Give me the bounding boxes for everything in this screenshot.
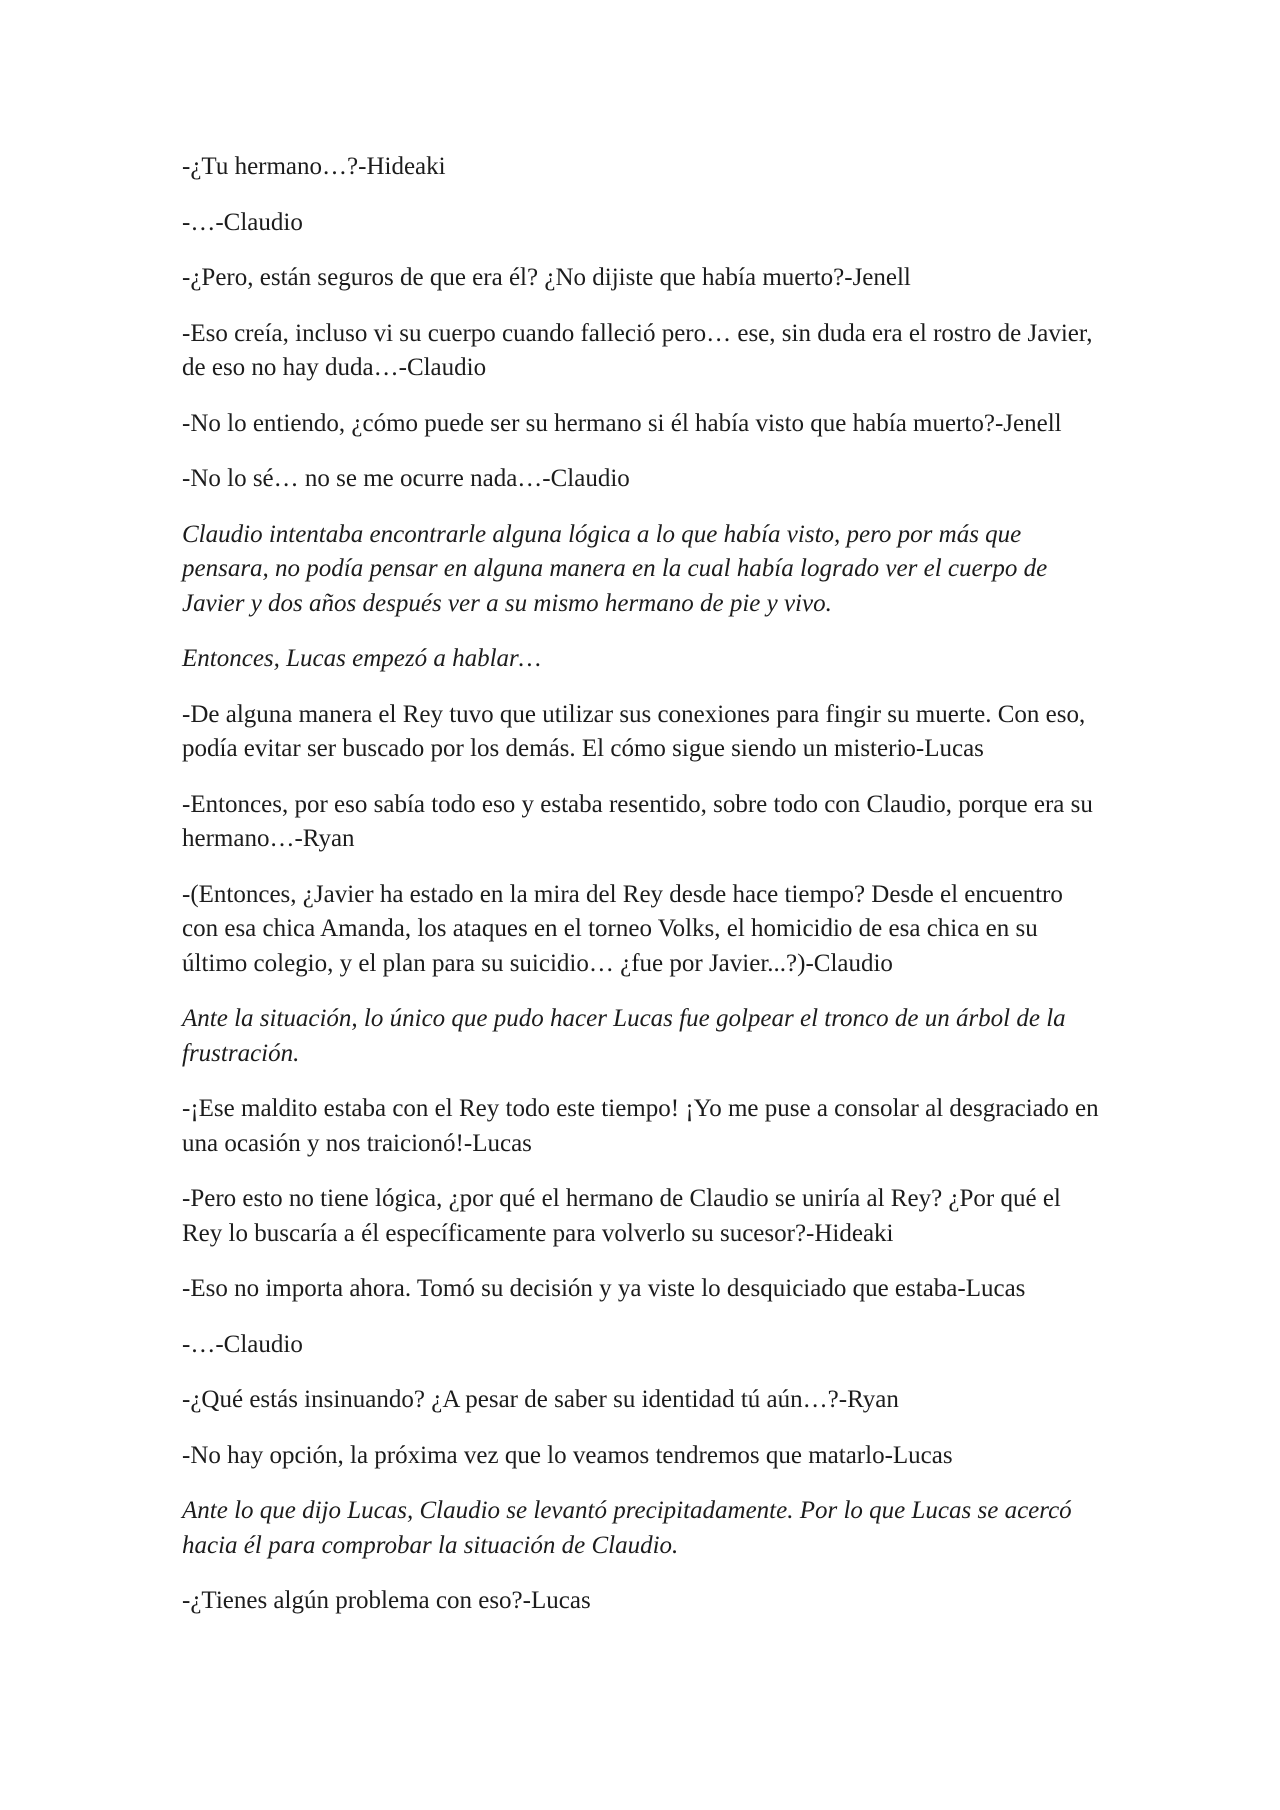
dialogue-paragraph: -¿Qué estás insinuando? ¿A pesar de saber su identidad tú aún…?-Ryan	[182, 1386, 899, 1413]
dialogue-paragraph: -¿Tu hermano…?-Hideaki	[182, 153, 446, 180]
dialogue-paragraph: -Entonces, por eso sabía todo eso y estaba resentido, sobre todo con Claudio, porque era su hermano…-Ryan	[182, 790, 1093, 852]
dialogue-paragraph: -Eso no importa ahora. Tomó su decisión y ya viste lo desquiciado que estaba-Lucas	[182, 1275, 1026, 1302]
dialogue-paragraph: -¿Pero, están seguros de que era él? ¿No dijiste que había muerto?-Jenell	[182, 264, 911, 291]
narration-paragraph: Ante la situación, lo único que pudo hacer Lucas fue golpear el tronco de un árbol de la frustración.	[182, 1005, 1066, 1067]
dialogue-paragraph: -¿Tienes algún problema con eso?-Lucas	[182, 1587, 591, 1614]
document-body	[182, 150, 1102, 1640]
dialogue-paragraph: -(Entonces, ¿Javier ha estado en la mira del Rey desde hace tiempo? Desde el encuentro con esa chica Amanda, los ataques en el torneo Volks, el homicidio de esa chica en su último colegio, y el plan para su suicidio… ¿fue por Javier...?)-Claudio	[182, 880, 1063, 977]
narration-paragraph: Entonces, Lucas empezó a hablar…	[182, 645, 541, 672]
narration-paragraph: Ante lo que dijo Lucas, Claudio se levantó precipitadamente. Por lo que Lucas se acercó hacia él para comprobar la situación de Claudio.	[182, 1497, 1072, 1559]
dialogue-paragraph: -…-Claudio	[182, 1330, 303, 1358]
dialogue-paragraph: -No lo sé… no se me ocurre nada…-Claudio	[182, 465, 630, 492]
narration-paragraph: Claudio intentaba encontrarle alguna lógica a lo que había visto, pero por más que pensara, no podía pensar en alguna manera en la cual había logrado ver el cuerpo de Javier y dos años después ver a su mismo hermano de pie y vivo.	[182, 520, 1048, 617]
dialogue-paragraph: -No hay opción, la próxima vez que lo veamos tendremos que matarlo-Lucas	[182, 1441, 953, 1469]
dialogue-paragraph: -Eso creía, incluso vi su cuerpo cuando falleció pero… ese, sin duda era el rostro de Javier, de eso no hay duda…-Claudio	[182, 319, 1093, 381]
dialogue-paragraph: -De alguna manera el Rey tuvo que utilizar sus conexiones para fingir su muerte. Con eso, podía evitar ser buscado por los demás. El cómo sigue siendo un misterio-Lucas	[182, 700, 1086, 762]
dialogue-paragraph: -No lo entiendo, ¿cómo puede ser su hermano si él había visto que había muerto?-Jenell	[182, 409, 1062, 437]
dialogue-paragraph: -Pero esto no tiene lógica, ¿por qué el hermano de Claudio se uniría al Rey? ¿Por qué el Rey lo buscaría a él específicamente para volverlo su sucesor?-Hideaki	[182, 1185, 1061, 1247]
dialogue-paragraph: -…-Claudio	[182, 208, 303, 236]
dialogue-paragraph: -¡Ese maldito estaba con el Rey todo este tiempo! ¡Yo me puse a consolar al desgraciado en una ocasión y nos traicionó!-Lucas	[182, 1095, 1099, 1157]
